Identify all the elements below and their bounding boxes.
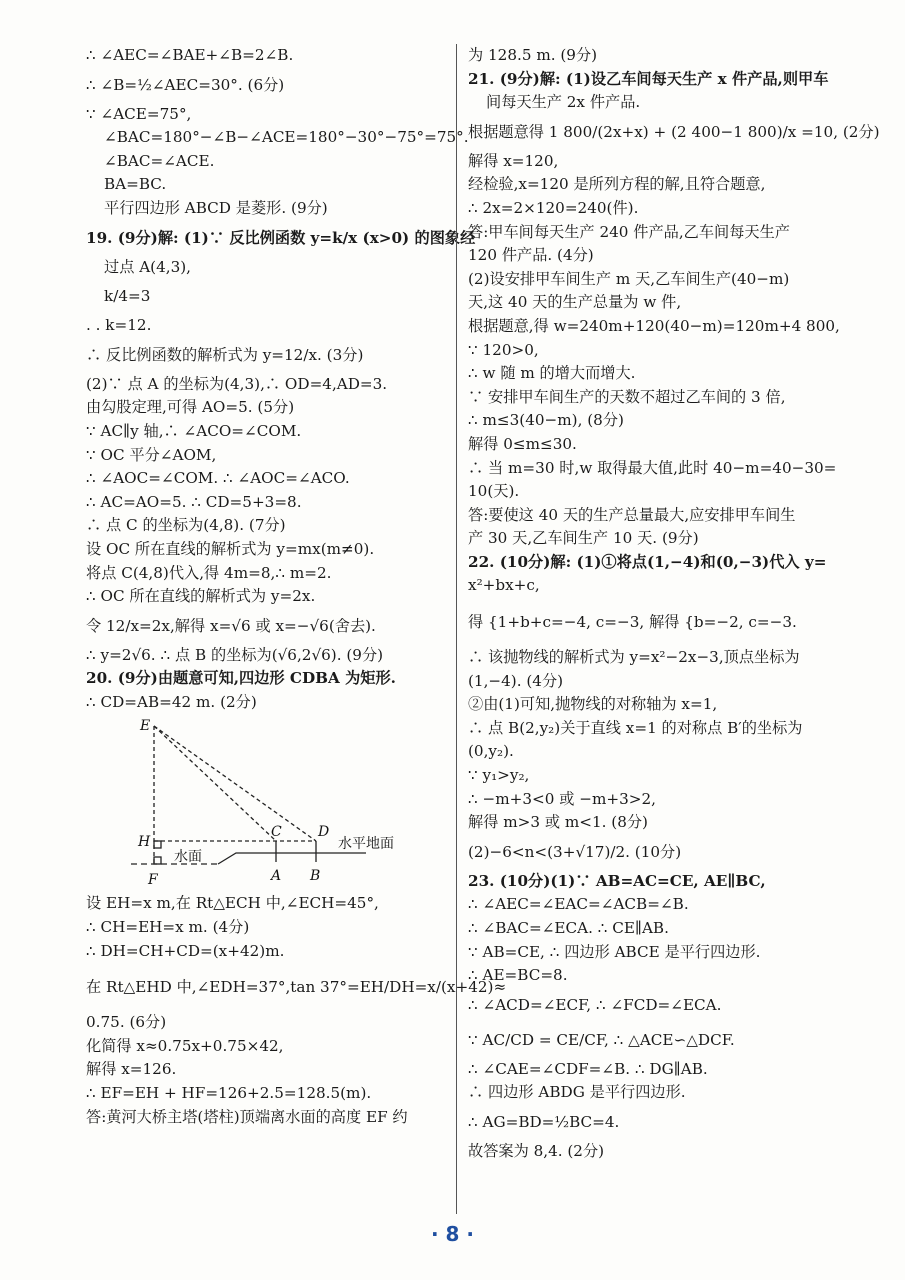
text-line: ∴ ∠AEC=∠EAC=∠ACB=∠B. [468, 895, 689, 914]
label-h: H [138, 834, 151, 851]
text-line: 经检验,x=120 是所列方程的解,且符合题意, [468, 175, 766, 194]
text-line: ∴ 点 C 的坐标为(4,8). (7分) [86, 516, 286, 535]
label-water: 水面 [174, 849, 202, 866]
text-line: ∴ 该抛物线的解析式为 y=x²−2x−3,顶点坐标为 [468, 648, 800, 667]
text-line: (2)设安排甲车间生产 m 天,乙车间生产(40−m) [468, 269, 790, 288]
text-line: 为 128.5 m. (9分) [468, 46, 598, 64]
text-line: ∴ y=2√6. ∴ 点 B 的坐标为(√6,2√6). (9分) [86, 645, 384, 664]
text-line: ∴ m≤3(40−m), (8分) [468, 411, 624, 430]
question-23-heading: 23. (10分)(1)∵ AB=AC=CE, AE∥BC, [468, 871, 766, 890]
right-column [468, 44, 880, 1164]
text-line: ∴ ∠CAE=∠CDF=∠B. ∴ DG∥AB. [468, 1059, 708, 1078]
text-line: ∴ ∠AOC=∠COM. ∴ ∠AOC=∠ACO. [86, 469, 350, 488]
text-line: ∴ EF=EH + HF=126+2.5=128.5(m). [86, 1084, 372, 1103]
text-line: ∴ CH=EH=x m. (4分) [86, 918, 250, 937]
text-line: ∴ AG=BD=½BC=4. [468, 1112, 620, 1131]
label-a: A [271, 868, 282, 885]
text-line: 解得 0≤m≤30. [468, 434, 577, 453]
text-line: ∴ 当 m=30 时,w 取得最大值,此时 40−m=40−30= [468, 458, 837, 477]
sight-line-ec [154, 726, 276, 841]
text-line: 天,这 40 天的生产总量为 w 件, [468, 293, 682, 312]
text-line: 答:甲车间每天生产 240 件产品,乙车间每天生产 [468, 222, 790, 241]
text-line: 令 12/x=2x,解得 x=√6 或 x=−√6(舍去). [86, 616, 376, 635]
question-20-heading: 20. (9分)由题意可知,四边形 CDBA 为矩形. [86, 669, 396, 688]
text-line: 产 30 天,乙车间生产 10 天. (9分) [468, 529, 699, 548]
label-f: F [148, 872, 158, 889]
text-line: ∵ OC 平分∠AOM, [86, 445, 217, 464]
text-line: 故答案为 8,4. (2分) [468, 1141, 605, 1160]
text-line: ∴ ∠B=½∠AEC=30°. (6分) [86, 75, 285, 94]
text-line: ∴ DH=CH+CD=(x+42)m. [86, 941, 285, 960]
text-line: 解得 m>3 或 m<1. (8分) [468, 813, 648, 832]
text-line: 化简得 x≈0.75x+0.75×42, [86, 1036, 284, 1055]
text-line: 根据题意,得 w=240m+120(40−m)=120m+4 800, [468, 316, 840, 335]
label-e: E [140, 718, 151, 735]
text-line: . . k=12. [86, 316, 152, 335]
text-line: 解得 x=120, [468, 151, 559, 170]
text-line: ∵ AB=CE, ∴ 四边形 ABCE 是平行四边形. [468, 942, 761, 961]
text-line: 过点 A(4,3), [104, 257, 192, 276]
text-line: ∴ −m+3<0 或 −m+3>2, [468, 789, 656, 808]
text-line: ∴ ∠AEC=∠BAE+∠B=2∠B. [86, 46, 294, 64]
text-line: ∴ ∠ACD=∠ECF, ∴ ∠FCD=∠ECA. [468, 995, 722, 1014]
text-line: ∵ 安排甲车间生产的天数不超过乙车间的 3 倍, [468, 387, 786, 406]
page-number: · 8 · [430, 1222, 475, 1246]
text-line: 将点 C(4,8)代入,得 4m=8,∴ m=2. [86, 563, 332, 582]
text-line: k/4=3 [104, 287, 151, 306]
text-line: ∴ 点 B(2,y₂)关于直线 x=1 的对称点 B′的坐标为 [468, 718, 803, 737]
text-line: x²+bx+c, [468, 576, 540, 595]
text-line: ∴ w 随 m 的增大而增大. [468, 364, 636, 383]
label-d: D [318, 824, 330, 841]
text-line: ∴ 2x=2×120=240(件). [468, 198, 639, 217]
text-line: 由勾股定理,可得 AO=5. (5分) [86, 398, 295, 417]
question-19-heading: 19. (9分)解: (1)∵ 反比例函数 y=k/x (x>0) 的图象经 [86, 228, 476, 247]
text-line: 解得 x=126. [86, 1060, 177, 1079]
text-line: (2)∵ 点 A 的坐标为(4,3),∴ OD=4,AD=3. [86, 374, 388, 393]
text-line: 设 OC 所在直线的解析式为 y=mx(m≠0). [86, 539, 375, 558]
text-line: 10(天). [468, 482, 520, 501]
text-line: ∵ 120>0, [468, 340, 539, 359]
text-line: ②由(1)可知,抛物线的对称轴为 x=1, [468, 695, 718, 714]
text-line: (0,y₂). [468, 742, 514, 761]
right-angle-h [154, 841, 161, 848]
text-line: ∵ AC/CD = CE/CF, ∴ △ACE∽△DCF. [468, 1030, 735, 1049]
text-line: (2)−6<n<(3+√17)/2. (10分) [468, 842, 682, 861]
text-line: 0.75. (6分) [86, 1013, 167, 1032]
text-line: ∵ AC∥y 轴,∴ ∠ACO=∠COM. [86, 421, 302, 440]
text-line: ∴ OC 所在直线的解析式为 y=2x. [86, 587, 316, 606]
text-line: 答:黄河大桥主塔(塔柱)顶端离水面的高度 EF 约 [86, 1107, 408, 1126]
label-b: B [310, 868, 321, 885]
text-line: ∴ CD=AB=42 m. (2分) [86, 692, 257, 711]
right-angle-f [154, 857, 161, 864]
ground-line [218, 853, 366, 864]
question-21-heading: 21. (9分)解: (1)设乙车间每天生产 x 件产品,则甲车 [468, 69, 829, 88]
text-line: ∵ y₁>y₂, [468, 766, 530, 785]
bridge-figure [86, 714, 448, 892]
text-line: 答:要使这 40 天的生产总量最大,应安排甲车间生 [468, 505, 796, 524]
text-line: 间每天生产 2x 件产品. [486, 93, 641, 112]
text-line: 设 EH=x m,在 Rt△ECH 中,∠ECH=45°, [86, 894, 379, 913]
text-line: (1,−4). (4分) [468, 671, 564, 690]
text-line: ∴ ∠BAC=∠ECA. ∴ CE∥AB. [468, 919, 669, 937]
column-divider [456, 44, 457, 1214]
text-line: 得 {1+b+c=−4, c=−3, 解得 {b=−2, c=−3. [468, 613, 797, 632]
text-line: 平行四边形 ABCD 是菱形. (9分) [104, 198, 328, 217]
text-line: ∴ 四边形 ABDG 是平行四边形. [468, 1083, 686, 1102]
text-line: ∴ AE=BC=8. [468, 966, 568, 985]
text-line: 根据题意得 1 800/(2x+x) + (2 400−1 800)/x =10, (2分) [468, 122, 880, 141]
text-line: ∴ AC=AO=5. ∴ CD=5+3=8. [86, 492, 302, 511]
text-line: 在 Rt△EHD 中,∠EDH=37°,tan 37°=EH/DH=x/(x+42)≈ [86, 978, 507, 997]
sight-line-ed [154, 726, 316, 841]
text-line: ∠BAC=∠ACE. [104, 151, 215, 170]
label-ground: 水平地面 [338, 836, 394, 853]
question-22-heading: 22. (10分)解: (1)①将点(1,−4)和(0,−3)代入 y= [468, 552, 827, 571]
text-line: 120 件产品. (4分) [468, 246, 594, 265]
bridge-diagram [86, 714, 448, 892]
text-line: ∠BAC=180°−∠B−∠ACE=180°−30°−75°=75°. [104, 128, 469, 147]
text-line: BA=BC. [104, 175, 167, 194]
label-c: C [271, 824, 282, 841]
text-line: ∵ ∠ACE=75°, [86, 104, 192, 123]
text-line: ∴ 反比例函数的解析式为 y=12/x. (3分) [86, 345, 364, 364]
